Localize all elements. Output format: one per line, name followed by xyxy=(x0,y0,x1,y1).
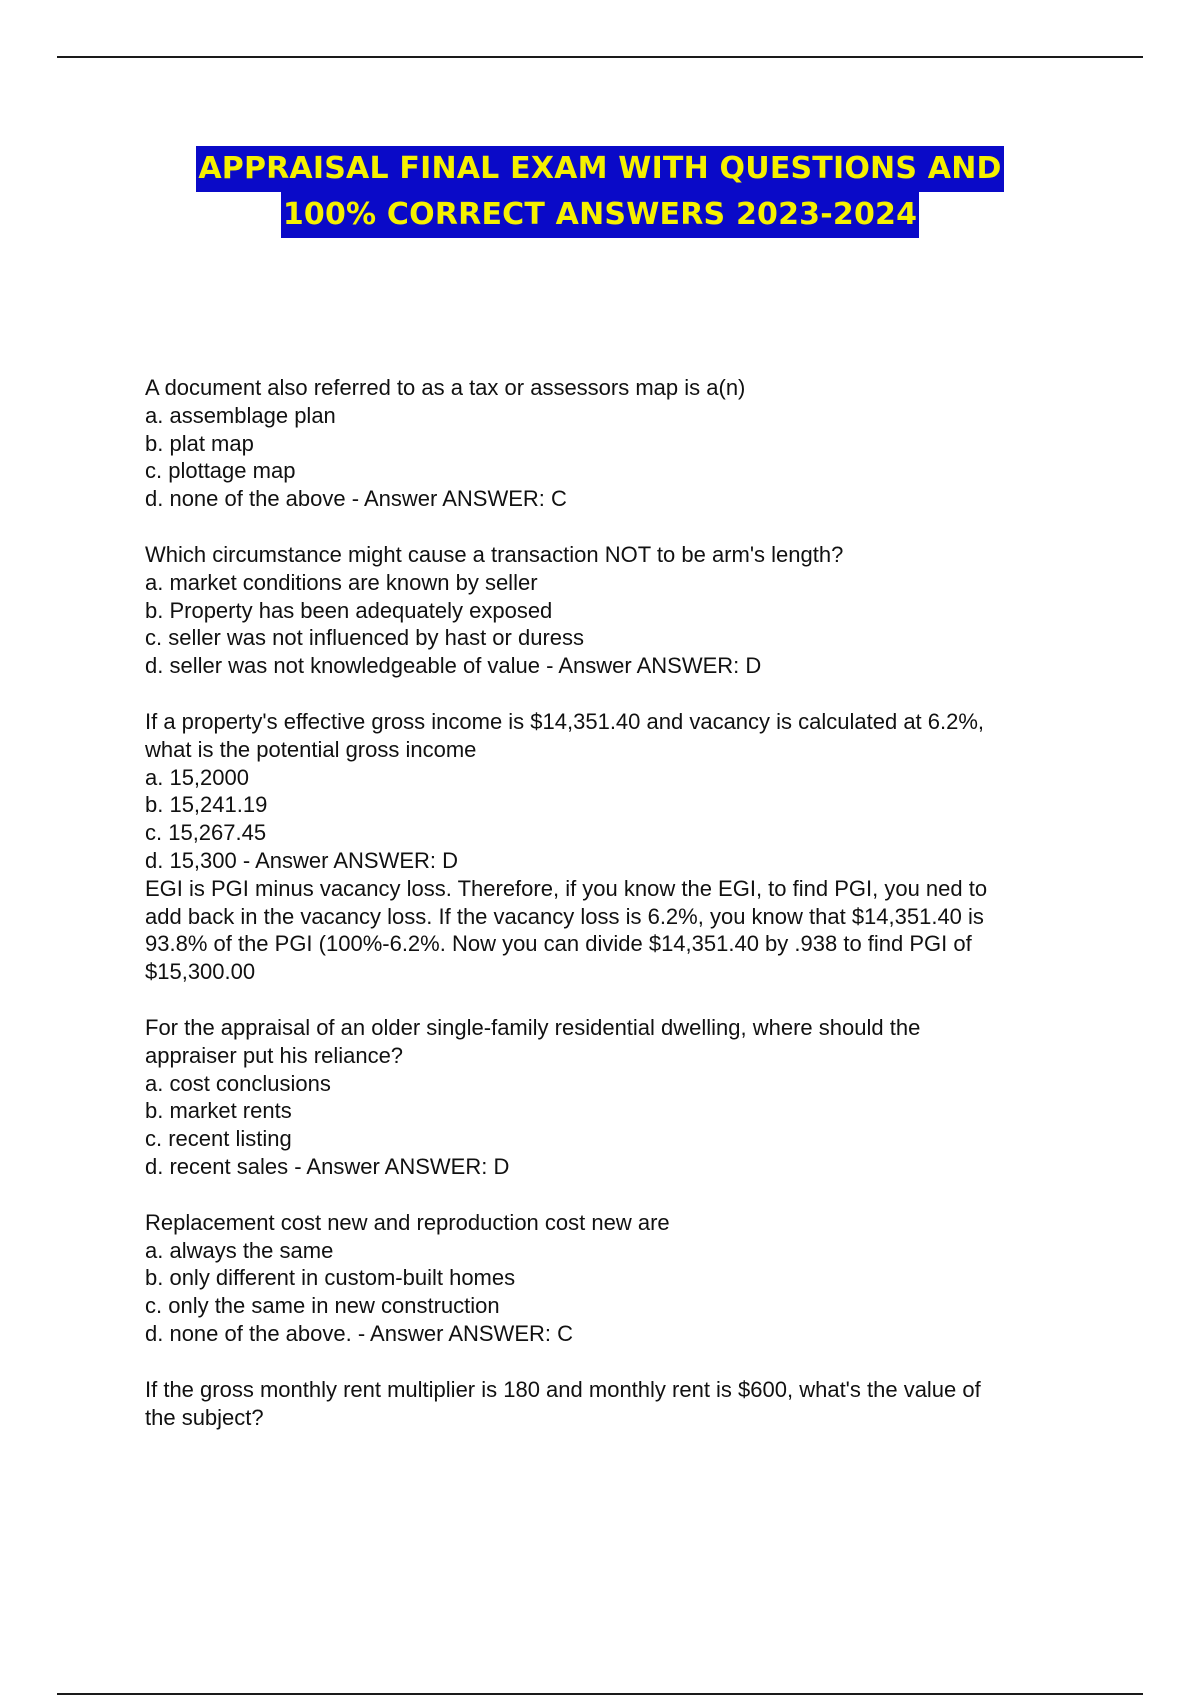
title-line-2: 100% CORRECT ANSWERS 2023-2024 xyxy=(281,192,919,238)
question-text-line-2: what is the potential gross income xyxy=(145,736,477,762)
question-block-3 xyxy=(145,708,1080,986)
explanation-line-3: 93.8% of the PGI (100%-6.2%. Now you can divide $14,351.40 by .938 to find PGI of xyxy=(145,931,972,957)
question-block-1 xyxy=(145,374,1080,513)
option-b: b. Property has been adequately exposed xyxy=(145,597,553,623)
option-d-answer: d. none of the above. - Answer ANSWER: C xyxy=(145,1320,573,1346)
question-text: Which circumstance might cause a transaction NOT to be arm's length? xyxy=(145,541,844,567)
bottom-rule xyxy=(57,1693,1143,1695)
option-c: c. only the same in new construction xyxy=(145,1293,500,1319)
option-c: c. recent listing xyxy=(145,1126,292,1152)
option-b: b. market rents xyxy=(145,1098,292,1124)
option-a: a. 15,2000 xyxy=(145,764,249,790)
document-title xyxy=(0,146,1200,238)
option-d-answer: d. recent sales - Answer ANSWER: D xyxy=(145,1153,510,1179)
option-a: a. always the same xyxy=(145,1237,334,1263)
question-block-2 xyxy=(145,541,1080,680)
question-text-line-2: the subject? xyxy=(145,1404,264,1430)
option-d-answer: d. seller was not knowledgeable of value - Answer ANSWER: D xyxy=(145,653,762,679)
option-a: a. cost conclusions xyxy=(145,1070,331,1096)
question-text-line-1: If the gross monthly rent multiplier is 180 and monthly rent is $600, what's the value of xyxy=(145,1376,981,1402)
option-a: a. assemblage plan xyxy=(145,402,336,428)
question-block-4 xyxy=(145,1014,1080,1181)
option-d-answer: d. 15,300 - Answer ANSWER: D xyxy=(145,847,459,873)
explanation-line-4: $15,300.00 xyxy=(145,959,256,985)
question-text-line-1: If a property's effective gross income is $14,351.40 and vacancy is calculated at 6.2%, xyxy=(145,708,985,734)
document-body xyxy=(145,374,1080,1459)
option-a: a. market conditions are known by seller xyxy=(145,569,538,595)
question-text: A document also referred to as a tax or assessors map is a(n) xyxy=(145,375,746,400)
question-text: Replacement cost new and reproduction cost new are xyxy=(145,1209,670,1235)
option-b: b. plat map xyxy=(145,430,254,456)
option-c: c. plottage map xyxy=(145,458,296,484)
question-text-line-1: For the appraisal of an older single-family residential dwelling, where should the xyxy=(145,1014,921,1040)
explanation-line-2: add back in the vacancy loss. If the vacancy loss is 6.2%, you know that $14,351.40 is xyxy=(145,903,984,929)
explanation-line-1: EGI is PGI minus vacancy loss. Therefore, if you know the EGI, to find PGI, you ned to xyxy=(145,875,988,901)
title-line-1: APPRAISAL FINAL EXAM WITH QUESTIONS AND xyxy=(196,146,1003,192)
question-block-5 xyxy=(145,1209,1080,1348)
question-text-line-2: appraiser put his reliance? xyxy=(145,1042,404,1068)
option-b: b. 15,241.19 xyxy=(145,792,268,818)
option-b: b. only different in custom-built homes xyxy=(145,1265,516,1291)
question-block-6 xyxy=(145,1376,1080,1432)
top-rule xyxy=(57,56,1143,58)
option-c: c. seller was not influenced by hast or duress xyxy=(145,625,585,651)
option-c: c. 15,267.45 xyxy=(145,820,267,846)
option-d-answer: d. none of the above - Answer ANSWER: C xyxy=(145,486,567,512)
